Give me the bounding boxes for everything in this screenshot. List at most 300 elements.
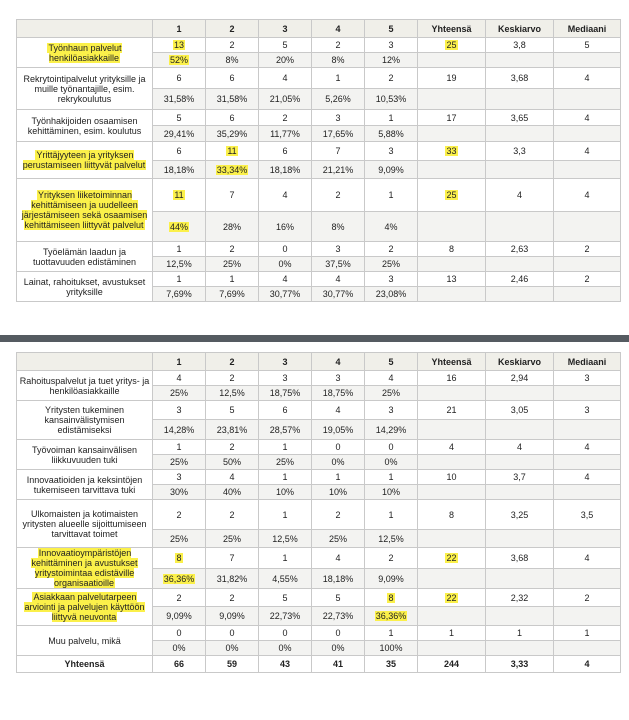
row-label: Innovaatioiden ja keksintöjen tukemiseen tarvittava tuki <box>17 470 153 500</box>
row-label <box>17 142 153 179</box>
percent-cell: 16% <box>259 212 312 242</box>
empty-cell <box>486 485 554 500</box>
percent-cell: 28% <box>206 212 259 242</box>
mean-cell: 3,8 <box>486 38 554 53</box>
percent-cell: 22,73% <box>312 607 365 626</box>
count-cell: 1 <box>365 500 418 530</box>
table-row <box>17 38 621 53</box>
empty-cell <box>418 161 486 179</box>
percent-cell: 18,18% <box>312 569 365 589</box>
totals-cell: 59 <box>206 656 259 673</box>
count-cell: 3 <box>312 110 365 126</box>
count-cell <box>206 142 259 161</box>
table-row <box>17 626 621 641</box>
count-cell: 4 <box>259 179 312 212</box>
highlight-mark: 13 <box>173 40 184 50</box>
median-cell: 4 <box>554 142 621 161</box>
row-label: Ulkomaisten ja kotimaisten yritysten alueelle sijoittumiseen tarvittavat toimet <box>17 500 153 548</box>
count-cell: 5 <box>206 401 259 420</box>
table-row <box>17 272 621 287</box>
percent-cell: 50% <box>206 455 259 470</box>
percent-cell: 30,77% <box>312 287 365 302</box>
count-cell: 1 <box>259 470 312 485</box>
count-cell: 2 <box>312 38 365 53</box>
median-cell: 3 <box>554 401 621 420</box>
count-cell: 4 <box>312 272 365 287</box>
empty-cell <box>554 287 621 302</box>
percent-cell: 40% <box>206 485 259 500</box>
percent-cell: 37,5% <box>312 257 365 272</box>
count-cell: 1 <box>365 626 418 641</box>
percent-cell <box>153 569 206 589</box>
empty-cell <box>554 420 621 440</box>
count-cell: 1 <box>259 500 312 530</box>
count-cell: 5 <box>153 110 206 126</box>
table-row <box>17 142 621 161</box>
count-cell: 7 <box>312 142 365 161</box>
highlight-mark: 36,36% <box>375 611 407 621</box>
percent-cell: 18,75% <box>259 386 312 401</box>
percent-cell: 25% <box>153 530 206 548</box>
empty-cell <box>486 530 554 548</box>
header-col-1: 1 <box>153 353 206 371</box>
percent-cell: 35,29% <box>206 126 259 142</box>
percent-cell: 12,5% <box>153 257 206 272</box>
count-cell: 2 <box>206 242 259 257</box>
median-cell: 2 <box>554 272 621 287</box>
empty-cell <box>418 455 486 470</box>
percent-cell: 22,73% <box>259 607 312 626</box>
totals-label: Yhteensä <box>17 656 153 673</box>
median-cell: 5 <box>554 38 621 53</box>
table-row <box>17 179 621 212</box>
header-col-5: 5 <box>365 20 418 38</box>
count-cell: 0 <box>206 626 259 641</box>
row-label <box>17 548 153 589</box>
percent-cell: 18,18% <box>153 161 206 179</box>
table-row <box>17 548 621 569</box>
count-cell: 3 <box>153 470 206 485</box>
header-col-2: 2 <box>206 20 259 38</box>
mean-cell: 3,25 <box>486 500 554 530</box>
highlight-mark: 8 <box>388 592 394 603</box>
table-row <box>17 371 621 386</box>
count-cell: 3 <box>365 38 418 53</box>
percent-cell: 0% <box>365 455 418 470</box>
empty-cell <box>554 569 621 589</box>
count-cell: 2 <box>365 242 418 257</box>
mean-cell: 3,68 <box>486 548 554 569</box>
highlight-mark: Innovaatioympäristöjen kehittäminen ja avustukset yritystoimintaa edistäville organisaatioille <box>31 548 138 588</box>
count-cell: 4 <box>312 401 365 420</box>
empty-cell <box>486 386 554 401</box>
percent-cell: 25% <box>206 257 259 272</box>
count-cell: 1 <box>365 470 418 485</box>
empty-cell <box>418 89 486 110</box>
highlight-mark: 25 <box>446 190 457 200</box>
empty-cell <box>418 530 486 548</box>
percent-cell: 30,77% <box>259 287 312 302</box>
empty-cell <box>554 485 621 500</box>
count-cell: 4 <box>259 272 312 287</box>
empty-cell <box>418 607 486 626</box>
percent-cell: 9,09% <box>153 607 206 626</box>
empty-cell <box>418 126 486 142</box>
median-cell: 4 <box>554 110 621 126</box>
count-cell: 0 <box>259 626 312 641</box>
count-cell: 6 <box>153 68 206 89</box>
percent-cell: 0% <box>259 641 312 656</box>
highlight-mark: 11 <box>174 190 184 200</box>
percent-cell: 8% <box>312 53 365 68</box>
mean-cell: 2,46 <box>486 272 554 287</box>
percent-cell: 12,5% <box>206 386 259 401</box>
empty-cell <box>418 257 486 272</box>
percent-cell: 19,05% <box>312 420 365 440</box>
count-cell: 1 <box>259 548 312 569</box>
percent-cell <box>365 607 418 626</box>
median-cell: 4 <box>554 440 621 455</box>
total-cell: 19 <box>418 68 486 89</box>
highlight-mark: 36,36% <box>163 573 195 584</box>
mean-cell: 2,63 <box>486 242 554 257</box>
empty-cell <box>486 212 554 242</box>
empty-cell <box>554 386 621 401</box>
empty-cell <box>554 530 621 548</box>
total-cell: 10 <box>418 470 486 485</box>
count-cell: 1 <box>312 68 365 89</box>
percent-cell: 21,05% <box>259 89 312 110</box>
count-cell: 2 <box>206 589 259 607</box>
median-cell: 4 <box>554 548 621 569</box>
row-label: Yritysten tukeminen kansainvälistymisen edistämiseksi <box>17 401 153 440</box>
results-table-2 <box>16 352 621 673</box>
count-cell: 2 <box>312 179 365 212</box>
count-cell: 1 <box>153 272 206 287</box>
totals-cell: 35 <box>365 656 418 673</box>
percent-cell: 25% <box>365 257 418 272</box>
empty-cell <box>554 455 621 470</box>
count-cell: 3 <box>312 371 365 386</box>
percent-cell: 9,09% <box>365 161 418 179</box>
count-cell: 5 <box>312 589 365 607</box>
count-cell: 1 <box>365 179 418 212</box>
highlight-mark: 44% <box>169 221 188 232</box>
empty-cell <box>554 161 621 179</box>
count-cell: 5 <box>259 38 312 53</box>
median-cell: 3,5 <box>554 500 621 530</box>
percent-cell: 0% <box>312 641 365 656</box>
row-label <box>17 38 153 68</box>
count-cell: 5 <box>259 589 312 607</box>
count-cell: 2 <box>312 500 365 530</box>
count-cell: 2 <box>365 68 418 89</box>
header-col-6: Yhteensä <box>418 353 486 371</box>
header-col-4: 4 <box>312 353 365 371</box>
percent-cell: 5,26% <box>312 89 365 110</box>
count-cell: 1 <box>153 440 206 455</box>
count-cell: 7 <box>206 179 259 212</box>
mean-cell: 3,3 <box>486 142 554 161</box>
row-label: Rahoituspalvelut ja tuet yritys- ja henkilöasiakkaille <box>17 371 153 401</box>
mean-cell: 3,65 <box>486 110 554 126</box>
count-cell: 6 <box>259 142 312 161</box>
empty-cell <box>486 455 554 470</box>
median-cell: 4 <box>554 68 621 89</box>
count-cell <box>153 179 206 212</box>
percent-cell: 28,57% <box>259 420 312 440</box>
count-cell: 0 <box>259 242 312 257</box>
total-cell <box>418 179 486 212</box>
empty-cell <box>486 53 554 68</box>
count-cell: 6 <box>259 401 312 420</box>
empty-cell <box>418 641 486 656</box>
empty-cell <box>486 89 554 110</box>
empty-cell <box>486 126 554 142</box>
count-cell: 2 <box>259 110 312 126</box>
count-cell: 2 <box>153 589 206 607</box>
empty-cell <box>486 287 554 302</box>
empty-cell <box>486 569 554 589</box>
count-cell: 2 <box>365 548 418 569</box>
count-cell: 2 <box>206 440 259 455</box>
percent-cell: 25% <box>206 530 259 548</box>
empty-cell <box>554 607 621 626</box>
mean-cell: 1 <box>486 626 554 641</box>
count-cell: 1 <box>153 242 206 257</box>
percent-cell: 10,53% <box>365 89 418 110</box>
empty-cell <box>418 569 486 589</box>
count-cell: 2 <box>206 371 259 386</box>
count-cell: 4 <box>312 548 365 569</box>
empty-cell <box>418 420 486 440</box>
percent-cell: 8% <box>206 53 259 68</box>
empty-cell <box>486 641 554 656</box>
median-cell: 3 <box>554 371 621 386</box>
count-cell: 1 <box>365 110 418 126</box>
highlight-mark: 22 <box>446 553 457 564</box>
highlight-mark: 8 <box>176 553 182 564</box>
highlight-mark: 52% <box>169 55 188 65</box>
percent-cell: 25% <box>312 530 365 548</box>
median-cell: 4 <box>554 470 621 485</box>
count-cell: 2 <box>153 500 206 530</box>
row-label <box>17 589 153 626</box>
count-cell: 7 <box>206 548 259 569</box>
header-col-8: Mediaani <box>554 353 621 371</box>
row-label: Lainat, rahoitukset, avustukset yrityksille <box>17 272 153 302</box>
header-col-7: Keskiarvo <box>486 20 554 38</box>
percent-cell: 4% <box>365 212 418 242</box>
percent-cell: 31,58% <box>153 89 206 110</box>
percent-cell: 17,65% <box>312 126 365 142</box>
median-cell: 1 <box>554 626 621 641</box>
section-separator <box>0 335 629 342</box>
percent-cell: 8% <box>312 212 365 242</box>
count-cell <box>153 548 206 569</box>
percent-cell: 12,5% <box>259 530 312 548</box>
percent-cell: 100% <box>365 641 418 656</box>
percent-cell: 14,28% <box>153 420 206 440</box>
count-cell: 3 <box>365 401 418 420</box>
count-cell: 3 <box>365 272 418 287</box>
mean-cell: 3,05 <box>486 401 554 420</box>
table-row <box>17 110 621 126</box>
count-cell: 2 <box>206 500 259 530</box>
header-col-3: 3 <box>259 20 312 38</box>
count-cell: 4 <box>206 470 259 485</box>
total-cell <box>418 38 486 53</box>
percent-cell: 31,58% <box>206 89 259 110</box>
empty-cell <box>418 485 486 500</box>
totals-cell: 43 <box>259 656 312 673</box>
count-cell: 3 <box>312 242 365 257</box>
header-label-cell <box>17 353 153 371</box>
table-row <box>17 589 621 607</box>
percent-cell <box>153 53 206 68</box>
total-cell <box>418 142 486 161</box>
total-cell: 8 <box>418 242 486 257</box>
table-row <box>17 242 621 257</box>
empty-cell <box>554 641 621 656</box>
header-col-3: 3 <box>259 353 312 371</box>
empty-cell <box>486 607 554 626</box>
empty-cell <box>486 420 554 440</box>
count-cell: 1 <box>259 440 312 455</box>
percent-cell: 5,88% <box>365 126 418 142</box>
count-cell <box>365 589 418 607</box>
highlight-mark: 22 <box>446 592 457 603</box>
header-label-cell <box>17 20 153 38</box>
row-label <box>17 179 153 242</box>
percent-cell: 12,5% <box>365 530 418 548</box>
count-cell: 4 <box>259 68 312 89</box>
row-label: Rekrytointipalvelut yrityksille ja muille työnantajille, esim. rekrykoulutus <box>17 68 153 110</box>
highlight-mark: Yrityksen liiketoiminnan kehittämiseen ja uudelleen järjestämiseen sekä osaamisen kehittämiseen liittyvät palvelut <box>21 190 148 230</box>
results-table-1 <box>16 19 621 302</box>
percent-cell: 31,82% <box>206 569 259 589</box>
table-row <box>17 440 621 455</box>
table-row <box>17 470 621 485</box>
totals-row <box>17 656 621 673</box>
header-row <box>17 353 621 371</box>
percent-cell: 25% <box>153 386 206 401</box>
total-cell: 1 <box>418 626 486 641</box>
total-cell: 4 <box>418 440 486 455</box>
percent-cell: 9,09% <box>365 569 418 589</box>
percent-cell: 20% <box>259 53 312 68</box>
percent-cell <box>153 212 206 242</box>
count-cell: 0 <box>312 626 365 641</box>
percent-cell: 0% <box>206 641 259 656</box>
mean-cell: 3,7 <box>486 470 554 485</box>
mean-cell: 4 <box>486 179 554 212</box>
header-col-2: 2 <box>206 353 259 371</box>
header-col-4: 4 <box>312 20 365 38</box>
percent-cell <box>206 161 259 179</box>
percent-cell: 0% <box>312 455 365 470</box>
percent-cell: 23,81% <box>206 420 259 440</box>
header-col-7: Keskiarvo <box>486 353 554 371</box>
count-cell: 1 <box>206 272 259 287</box>
percent-cell: 12% <box>365 53 418 68</box>
table-row <box>17 401 621 420</box>
percent-cell: 9,09% <box>206 607 259 626</box>
empty-cell <box>418 287 486 302</box>
mean-cell: 2,32 <box>486 589 554 607</box>
count-cell: 1 <box>312 470 365 485</box>
total-cell: 17 <box>418 110 486 126</box>
percent-cell: 0% <box>153 641 206 656</box>
percent-cell: 18,75% <box>312 386 365 401</box>
header-col-1: 1 <box>153 20 206 38</box>
row-label: Työnhakijoiden osaamisen kehittäminen, esim. koulutus <box>17 110 153 142</box>
empty-cell <box>554 89 621 110</box>
empty-cell <box>554 212 621 242</box>
row-label: Työvoiman kansainvälisen liikkuvuuden tuki <box>17 440 153 470</box>
totals-cell: 41 <box>312 656 365 673</box>
empty-cell <box>554 126 621 142</box>
highlight-mark: Yrittäjyyteen ja yrityksen perustamiseen liittyvät palvelut <box>22 150 146 170</box>
total-cell: 21 <box>418 401 486 420</box>
totals-cell: 66 <box>153 656 206 673</box>
row-label: Muu palvelu, mikä <box>17 626 153 656</box>
mean-cell: 4 <box>486 440 554 455</box>
percent-cell: 0% <box>259 257 312 272</box>
row-label: Työelämän laadun ja tuottavuuden edistäminen <box>17 242 153 272</box>
count-cell: 0 <box>312 440 365 455</box>
totals-cell: 3,33 <box>486 656 554 673</box>
count-cell: 6 <box>206 110 259 126</box>
count-cell: 4 <box>153 371 206 386</box>
count-cell: 6 <box>206 68 259 89</box>
total-cell: 16 <box>418 371 486 386</box>
header-col-5: 5 <box>365 353 418 371</box>
percent-cell: 11,77% <box>259 126 312 142</box>
mean-cell: 2,94 <box>486 371 554 386</box>
empty-cell <box>486 161 554 179</box>
table-row <box>17 500 621 530</box>
empty-cell <box>418 386 486 401</box>
total-cell: 8 <box>418 500 486 530</box>
empty-cell <box>418 212 486 242</box>
empty-cell <box>418 53 486 68</box>
empty-cell <box>486 257 554 272</box>
count-cell: 4 <box>365 371 418 386</box>
header-col-6: Yhteensä <box>418 20 486 38</box>
percent-cell: 7,69% <box>206 287 259 302</box>
percent-cell: 30% <box>153 485 206 500</box>
count-cell: 2 <box>206 38 259 53</box>
empty-cell <box>554 53 621 68</box>
percent-cell: 21,21% <box>312 161 365 179</box>
totals-cell: 4 <box>554 656 621 673</box>
median-cell: 2 <box>554 242 621 257</box>
total-cell: 13 <box>418 272 486 287</box>
mean-cell: 3,68 <box>486 68 554 89</box>
percent-cell: 14,29% <box>365 420 418 440</box>
percent-cell: 29,41% <box>153 126 206 142</box>
empty-cell <box>554 257 621 272</box>
median-cell: 2 <box>554 589 621 607</box>
percent-cell: 25% <box>259 455 312 470</box>
percent-cell: 10% <box>259 485 312 500</box>
count-cell: 0 <box>153 626 206 641</box>
total-cell <box>418 589 486 607</box>
count-cell: 0 <box>365 440 418 455</box>
totals-cell: 244 <box>418 656 486 673</box>
count-cell: 6 <box>153 142 206 161</box>
